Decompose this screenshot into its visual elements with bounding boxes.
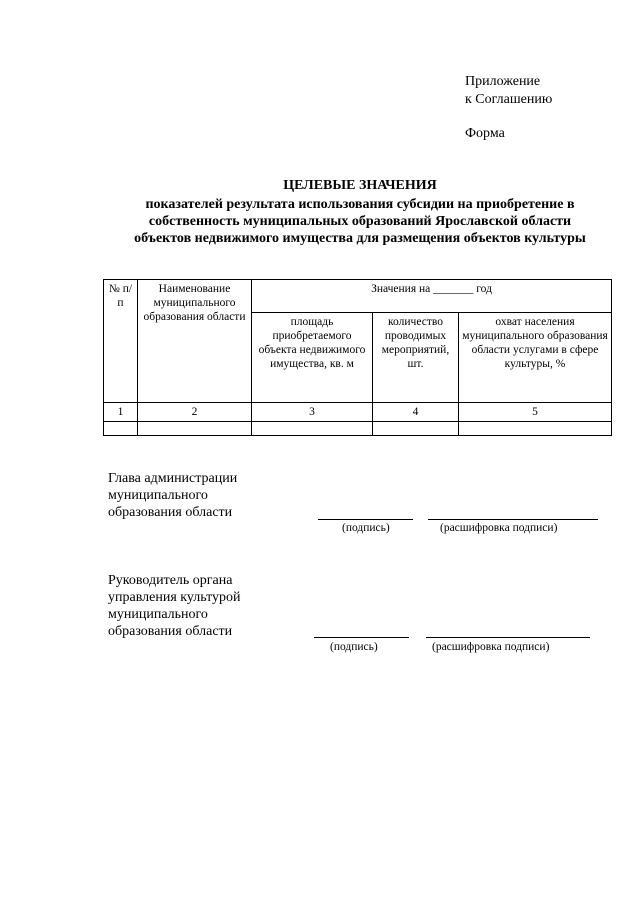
appendix-block	[465, 73, 552, 109]
table-row	[104, 422, 612, 436]
head-decode-caption: (расшифровка подписи)	[440, 522, 558, 534]
header-number: № п/п	[104, 280, 138, 403]
column-number-cell: 1	[104, 403, 138, 422]
column-number-cell: 3	[252, 403, 373, 422]
header-municipality: Наименование муниципального образования области	[138, 280, 252, 403]
head-signature-line	[318, 519, 413, 520]
header-events: количество проводимых мероприятий, шт.	[373, 313, 459, 403]
head-signature-caption: (подпись)	[342, 522, 390, 534]
column-number-cell: 5	[459, 403, 612, 422]
document-title: ЦЕЛЕВЫЕ ЗНАЧЕНИЯ	[283, 178, 437, 193]
column-number-cell: 2	[138, 403, 252, 422]
table-row	[104, 403, 612, 422]
culture-decode-line	[426, 637, 590, 638]
empty-cell	[104, 422, 138, 436]
header-coverage: охват населения муниципального образования области услугами в сфере культуры, %	[459, 313, 612, 403]
document-subtitle: показателей результата использования субсидии на приобретение в собственность муниципальных образований Ярославской области объектов недвижимого имущества для размещения объектов культуры	[134, 197, 586, 246]
empty-cell	[138, 422, 252, 436]
empty-cell	[459, 422, 612, 436]
header-area: площадь приобретаемого объекта недвижимого имущества, кв. м	[252, 313, 373, 403]
form-label: Форма	[465, 126, 505, 141]
column-number-cell: 4	[373, 403, 459, 422]
empty-cell	[373, 422, 459, 436]
empty-cell	[252, 422, 373, 436]
appendix-title: Приложение	[465, 74, 541, 89]
head-decode-line	[428, 519, 598, 520]
appendix-reference: к Соглашению	[465, 92, 553, 107]
head-signature-label: Глава администрации муниципального образования области	[108, 471, 238, 520]
culture-signature-caption: (подпись)	[330, 641, 378, 653]
header-values: Значения на _______ год	[252, 280, 612, 313]
indicators-table	[103, 279, 612, 436]
culture-signature-line	[314, 637, 409, 638]
culture-decode-caption: (расшифровка подписи)	[432, 641, 550, 653]
culture-signature-label: Руководитель органа управления культурой муниципального образования области	[108, 573, 241, 639]
